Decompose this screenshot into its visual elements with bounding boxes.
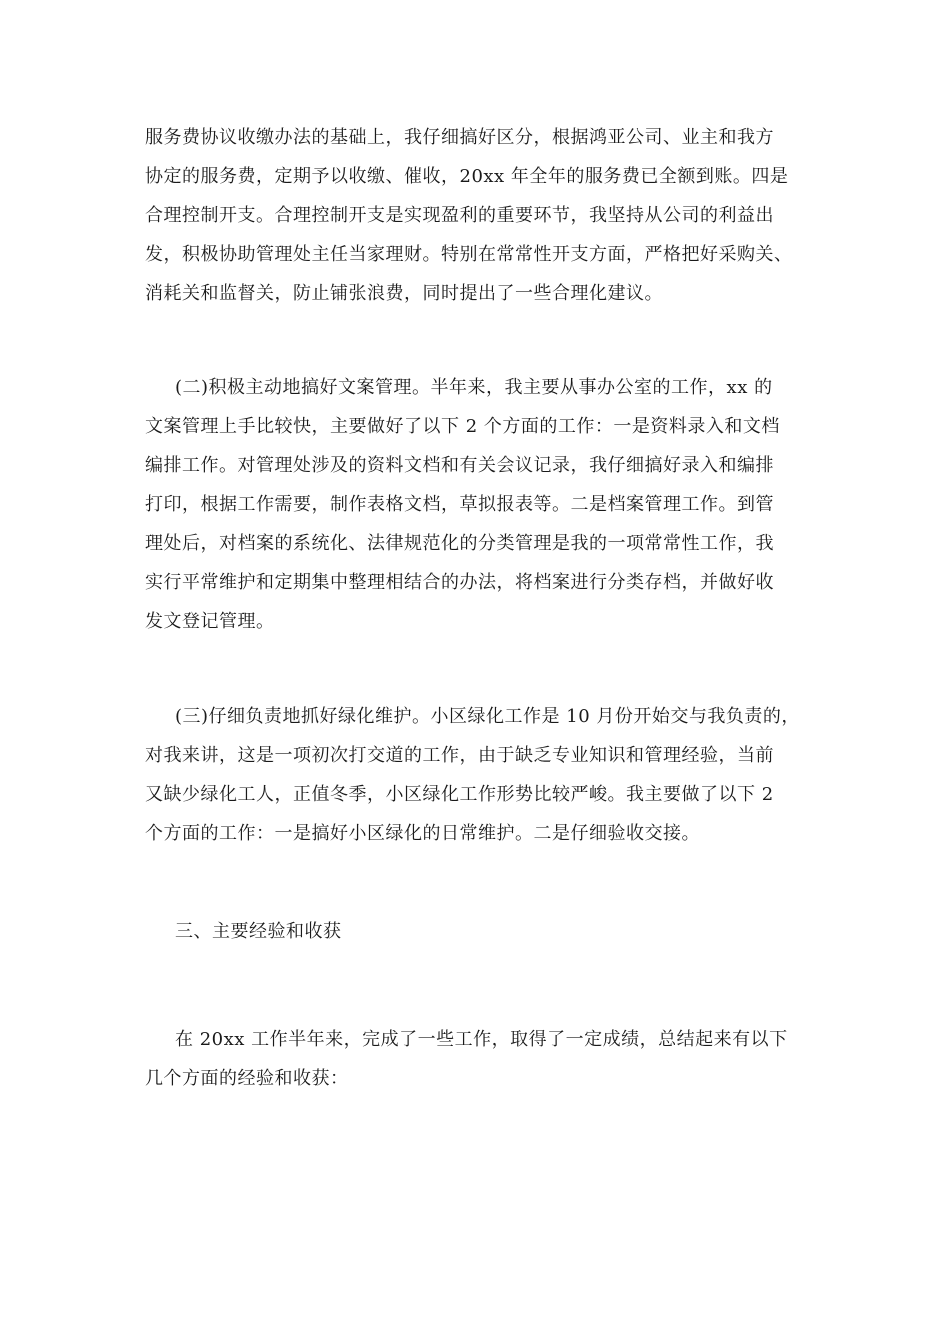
text-line: 发文登记管理。 [145, 611, 275, 632]
text-line: (二)积极主动地搞好文案管理。半年来，我主要从事办公室的工作，xx 的 [175, 377, 773, 398]
text-line: 服务费协议收缴办法的基础上，我仔细搞好区分，根据鸿亚公司、业主和我方 [145, 127, 774, 148]
text-line: 理处后，对档案的系统化、法律规范化的分类管理是我的一项常常性工作，我 [145, 533, 774, 554]
text-line: 在 20xx 工作半年来，完成了一些工作，取得了一定成绩，总结起来有以下 [175, 1029, 788, 1050]
paragraph-experience-summary [145, 1020, 820, 1098]
text-line: 编排工作。对管理处涉及的资料文档和有关会议记录，我仔细搞好录入和编排 [145, 455, 774, 476]
text-line: 几个方面的经验和收获： [145, 1068, 349, 1089]
text-line: 文案管理上手比较快，主要做好了以下 2 个方面的工作：一是资料录入和文档 [145, 416, 780, 437]
section-heading-text: 三、主要经验和收获 [175, 921, 342, 942]
section-heading [145, 912, 820, 951]
text-line: 对我来讲，这是一项初次打交道的工作，由于缺乏专业知识和管理经验，当前 [145, 745, 774, 766]
text-line: 又缺少绿化工人，正值冬季，小区绿化工作形势比较严峻。我主要做了以下 2 [145, 784, 774, 805]
text-line: 个方面的工作：一是搞好小区绿化的日常维护。二是仔细验收交接。 [145, 823, 700, 844]
text-line: 协定的服务费，定期予以收缴、催收，20xx 年全年的服务费已全额到账。四是 [145, 166, 789, 187]
paragraph-greening-maintenance [145, 697, 820, 853]
paragraph-document-management [145, 368, 820, 641]
text-line: 实行平常维护和定期集中整理相结合的办法，将档案进行分类存档，并做好收 [145, 572, 774, 593]
text-line: 合理控制开支。合理控制开支是实现盈利的重要环节，我坚持从公司的利益出 [145, 205, 774, 226]
paragraph-service-fee-and-cost-control [145, 118, 820, 313]
text-line: 发，积极协助管理处主任当家理财。特别在常常性开支方面，严格把好采购关、 [145, 244, 793, 265]
text-line: 打印，根据工作需要，制作表格文档，草拟报表等。二是档案管理工作。到管 [145, 494, 774, 515]
text-line: 消耗关和监督关，防止铺张浪费，同时提出了一些合理化建议。 [145, 283, 663, 304]
text-line: (三)仔细负责地抓好绿化维护。小区绿化工作是 10 月份开始交与我负责的， [175, 706, 800, 727]
